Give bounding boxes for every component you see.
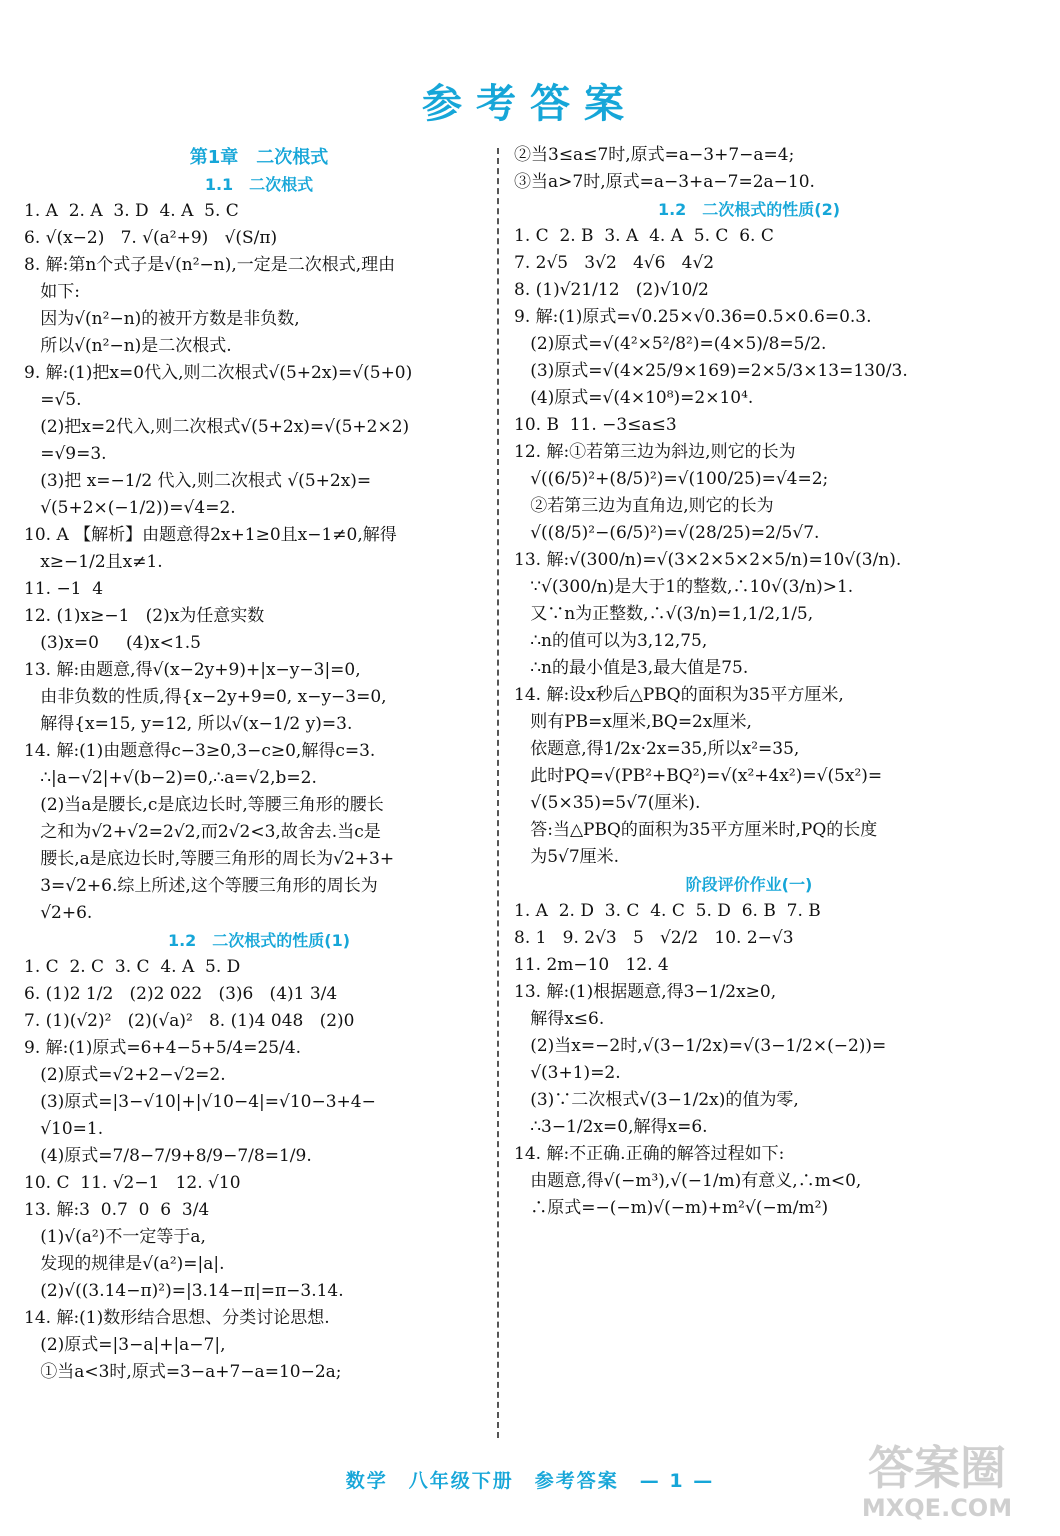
answer-line: x≥−1/2且x≠1. bbox=[24, 552, 163, 572]
answer-line: 13. 解:3 0.7 0 6 3/4 bbox=[24, 1200, 210, 1220]
assessment-answers bbox=[514, 898, 984, 1222]
answer-line: √2+6. bbox=[24, 903, 93, 923]
answer-line: 解得{x=15, y=12, 所以√(x−1/2 y)=3. bbox=[24, 714, 353, 734]
answer-line: ③当a>7时,原式=a−3+a−7=2a−10. bbox=[514, 172, 815, 192]
answer-line: 6. (1)2 1/2 (2)2 022 (3)6 (4)1 3/4 bbox=[24, 984, 338, 1004]
answer-line: 9. 解:(1)把x=0代入,则二次根式√(5+2x)=√(5+0) bbox=[24, 363, 413, 383]
answer-line: 13. 解:√(300/n)=√(3×2×5×2×5/n)=10√(3/n). bbox=[514, 550, 902, 570]
answer-line: (2)把x=2代入,则二次根式√(5+2x)=√(5+2×2) bbox=[24, 417, 410, 437]
answer-line: 7. (1)(√2)² (2)(√a)² 8. (1)4 048 (2)0 bbox=[24, 1011, 355, 1031]
answer-line: ②若第三边为直角边,则它的长为 bbox=[514, 496, 774, 516]
answer-line: 10. B 11. −3≤a≤3 bbox=[514, 415, 677, 435]
answer-line: 1. A 2. A 3. D 4. A 5. C bbox=[24, 201, 239, 221]
watermark-text: 答案圈 bbox=[868, 1441, 1006, 1495]
answer-line: 7. 2√5 3√2 4√6 4√2 bbox=[514, 253, 715, 273]
answer-line: 由题意,得√(−m³),√(−1/m)有意义,∴m<0, bbox=[514, 1171, 862, 1191]
answer-line: 为5√7厘米. bbox=[514, 847, 620, 867]
section-1-2b-answers bbox=[514, 223, 984, 871]
answer-line: 6. √(x−2) 7. √(a²+9) √(S/π) bbox=[24, 228, 278, 248]
column-divider bbox=[497, 148, 499, 1438]
answer-line: 9. 解:(1)原式=√0.25×√0.36=0.5×0.6=0.3. bbox=[514, 307, 872, 327]
answer-line: √((6/5)²+(8/5)²)=√(100/25)=√4=2; bbox=[514, 469, 829, 489]
answer-line: 则有PB=x厘米,BQ=2x厘米, bbox=[514, 712, 752, 732]
answer-line: ∴3−1/2x=0,解得x=6. bbox=[514, 1117, 708, 1137]
answer-line: 依题意,得1/2x·2x=35,所以x²=35, bbox=[514, 739, 800, 759]
answer-line: (3)原式=√(4×25/9×169)=2×5/3×13=130/3. bbox=[514, 361, 908, 381]
answer-line: 14. 解:设x秒后△PBQ的面积为35平方厘米, bbox=[514, 685, 844, 705]
answer-line: 9. 解:(1)原式=6+4−5+5/4=25/4. bbox=[24, 1038, 302, 1058]
answer-line: 解得x≤6. bbox=[514, 1009, 605, 1029]
section-1-1-answers bbox=[24, 198, 494, 927]
answer-line: √(5×35)=5√7(厘米). bbox=[514, 793, 701, 813]
answer-line: √(5+2×(−1/2))=√4=2. bbox=[24, 498, 236, 518]
answer-line: 1. C 2. B 3. A 4. A 5. C 6. C bbox=[514, 226, 774, 246]
right-column bbox=[514, 142, 984, 1222]
section-heading-assessment: 阶段评价作业(一) bbox=[685, 875, 813, 894]
answer-line: 又∵n为正整数,∴√(3/n)=1,1/2,1/5, bbox=[514, 604, 814, 624]
answer-line: ∴原式=−(−m)√(−m)+m²√(−m/m²) bbox=[514, 1198, 829, 1218]
answer-line: 之和为√2+√2=2√2,而2√2<3,故舍去.当c是 bbox=[24, 822, 381, 842]
answer-line: ①当a<3时,原式=3−a+7−a=10−2a; bbox=[24, 1362, 342, 1382]
answer-line: 8. 解:第n个式子是√(n²−n),一定是二次根式,理由 bbox=[24, 255, 396, 275]
answer-line: 13. 解:由题意,得√(x−2y+9)+|x−y−3|=0, bbox=[24, 660, 361, 680]
answer-line: 11. 2m−10 12. 4 bbox=[514, 955, 669, 975]
answer-line: 1. C 2. C 3. C 4. A 5. D bbox=[24, 957, 241, 977]
answer-line: 如下: bbox=[24, 282, 80, 302]
answer-line: (3)把 x=−1/2 代入,则二次根式 √(5+2x)= bbox=[24, 471, 372, 491]
answer-line: (4)原式=7/8−7/9+8/9−7/8=1/9. bbox=[24, 1146, 312, 1166]
answer-line: √10=1. bbox=[24, 1119, 104, 1139]
answer-line: 12. (1)x≥−1 (2)x为任意实数 bbox=[24, 606, 265, 626]
answer-line: (2)原式=|3−a|+|a−7|, bbox=[24, 1335, 226, 1355]
section-heading-1-2-a: 1.2 二次根式的性质(1) bbox=[167, 931, 351, 950]
answer-line: 腰长,a是底边长时,等腰三角形的周长为√2+3+ bbox=[24, 849, 395, 869]
answer-line: ∴n的值可以为3,12,75, bbox=[514, 631, 708, 651]
answer-line: ∵√(300/n)是大于1的整数,∴10√(3/n)>1. bbox=[514, 577, 854, 597]
answer-line: 因为√(n²−n)的被开方数是非负数, bbox=[24, 309, 300, 329]
answer-line: =√9=3. bbox=[24, 444, 107, 464]
chapter-heading: 第1章 二次根式 bbox=[189, 147, 329, 168]
answer-line: 11. −1 4 bbox=[24, 579, 104, 599]
answer-line: (1)√(a²)不一定等于a, bbox=[24, 1227, 206, 1247]
answer-line: 13. 解:(1)根据题意,得3−1/2x≥0, bbox=[514, 982, 777, 1002]
answer-line: (2)原式=√(4²×5²/8²)=(4×5)/8=5/2. bbox=[514, 334, 827, 354]
answer-line: 10. A 【解析】由题意得2x+1≥0且x−1≠0,解得 bbox=[24, 525, 397, 545]
answer-line: =√5. bbox=[24, 390, 82, 410]
answer-line: √(3+1)=2. bbox=[514, 1063, 621, 1083]
answer-line: 1. A 2. D 3. C 4. C 5. D 6. B 7. B bbox=[514, 901, 821, 921]
section-heading-1-2-b: 1.2 二次根式的性质(2) bbox=[657, 200, 841, 219]
answer-line: ∴n的最小值是3,最大值是75. bbox=[514, 658, 749, 678]
answer-line: ∴|a−√2|+√(b−2)=0,∴a=√2,b=2. bbox=[24, 768, 317, 788]
page-footer: 数学 八年级下册 参考答案 — 1 — bbox=[345, 1470, 715, 1492]
left-column bbox=[24, 142, 494, 1386]
section-1-2a-answers bbox=[24, 954, 494, 1386]
answer-line: 发现的规律是√(a²)=|a|. bbox=[24, 1254, 225, 1274]
watermark-logo bbox=[832, 1432, 1042, 1524]
answer-line: 由非负数的性质,得{x−2y+9=0, x−y−3=0, bbox=[24, 687, 387, 707]
answer-line: (3)x=0 (4)x<1.5 bbox=[24, 633, 201, 653]
answer-line: 14. 解:(1)由题意得c−3≥0,3−c≥0,解得c=3. bbox=[24, 741, 376, 761]
answer-line: 8. (1)√21/12 (2)√10/2 bbox=[514, 280, 709, 300]
answer-line: (2)当x=−2时,√(3−1/2x)=√(3−1/2×(−2))= bbox=[514, 1036, 887, 1056]
answer-line: 答:当△PBQ的面积为35平方厘米时,PQ的长度 bbox=[514, 820, 878, 840]
answer-line: 14. 解:(1)数形结合思想、分类讨论思想. bbox=[24, 1308, 330, 1328]
answer-line: 14. 解:不正确.正确的解答过程如下: bbox=[514, 1144, 785, 1164]
answer-line: (3)∵二次根式√(3−1/2x)的值为零, bbox=[514, 1090, 799, 1110]
watermark-sub: MXQE.COM bbox=[861, 1494, 1013, 1522]
answer-line: (4)原式=√(4×10⁸)=2×10⁴. bbox=[514, 388, 754, 408]
section-heading-1-1: 1.1 二次根式 bbox=[204, 175, 314, 194]
answer-line: (2)√((3.14−π)²)=|3.14−π|=π−3.14. bbox=[24, 1281, 344, 1301]
answer-line: 12. 解:①若第三边为斜边,则它的长为 bbox=[514, 442, 796, 462]
answer-line: (2)当a是腰长,c是底边长时,等腰三角形的腰长 bbox=[24, 795, 384, 815]
page-title: 参考答案 bbox=[422, 81, 638, 127]
answer-line: 所以√(n²−n)是二次根式. bbox=[24, 336, 232, 356]
answer-line: (2)原式=√2+2−√2=2. bbox=[24, 1065, 226, 1085]
answer-line: ②当3≤a≤7时,原式=a−3+7−a=4; bbox=[514, 145, 795, 165]
answer-line: 10. C 11. √2−1 12. √10 bbox=[24, 1173, 241, 1193]
continued-answers bbox=[514, 142, 984, 196]
answer-line: 此时PQ=√(PB²+BQ²)=√(x²+4x²)=√(5x²)= bbox=[514, 766, 883, 786]
answer-line: 8. 1 9. 2√3 5 √2/2 10. 2−√3 bbox=[514, 928, 794, 948]
answer-line: 3=√2+6.综上所述,这个等腰三角形的周长为 bbox=[24, 876, 378, 896]
answer-line: √((8/5)²−(6/5)²)=√(28/25)=2/5√7. bbox=[514, 523, 820, 543]
answer-line: (3)原式=|3−√10|+|√10−4|=√10−3+4− bbox=[24, 1092, 376, 1112]
